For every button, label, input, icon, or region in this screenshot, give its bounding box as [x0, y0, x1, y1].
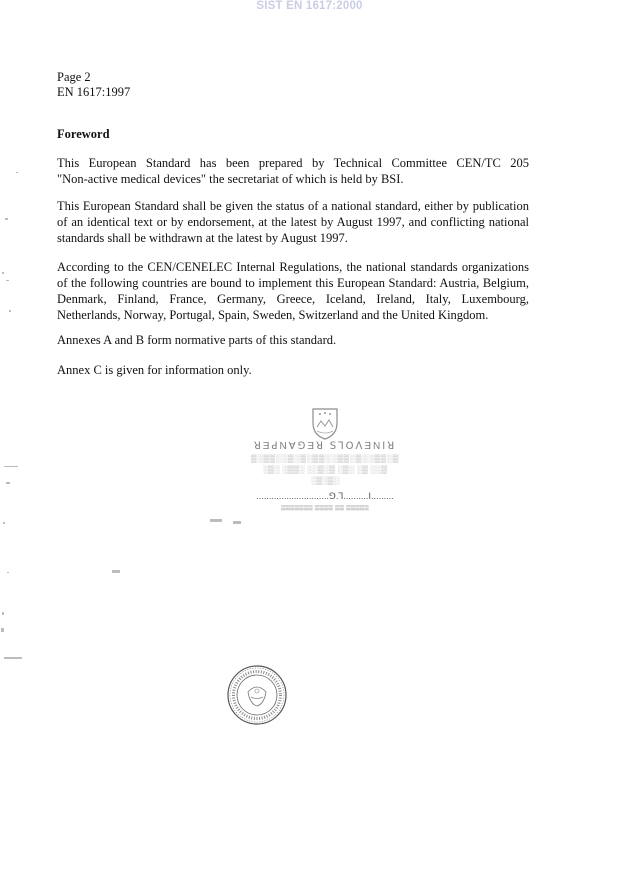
coat-of-arms-icon [230, 405, 420, 441]
stamp-text: ░▒░▒░ [310, 476, 340, 485]
paragraph-line: Annexes A and B form normative parts of this standard. [57, 333, 337, 347]
paragraph-committee [57, 155, 529, 187]
stamp-text: ▒░▒▒░░▒░▒░▒▒░░▒▒░▒░░▒▒░▒ [250, 454, 400, 463]
page-number: Page 2 [57, 70, 91, 84]
paragraph-line: This European Standard has been prepared by Technical Committee CEN/TC 205 [57, 156, 529, 170]
paragraph-annex-c [57, 362, 529, 378]
paragraph-line: This European Standard shall be given the status of a national standard, either by publication [57, 199, 529, 213]
paragraph-status [57, 198, 529, 246]
stamp-text: ░▒░ ░▒▒░ ░░▒░▒ ░▒░ ░▒ ░░▒ [262, 465, 388, 474]
paragraph-line: According to the CEN/CENELEC Internal Regulations, the national standards organizations [57, 260, 529, 274]
paragraph-line: of the following countries are bound to implement this European Standard: Austria, Belgium, [57, 276, 529, 290]
paragraph-regulations [57, 259, 529, 323]
paragraph-line: of an identical text or by endorsement, at the latest by August 1997, and conflicting national [57, 215, 529, 229]
standard-number: EN 1617:1997 [57, 85, 131, 99]
stamp-signature-line: .............................ꓨ.ꓶ..........ꓲ......... [256, 491, 394, 501]
watermark: SIST EN 1617:2000 [256, 0, 363, 12]
round-seal-icon [226, 664, 288, 726]
stamp-text: ▒▒▒▒▒▒▒ ▒▒▒▒ ▒▒ ▒▒▒▒▒ [281, 505, 369, 511]
stamp-text: ꓤƎꓒNⱯꓨƎꓤ ꓢꓶꓳꓥƎNꓲꓤ [253, 441, 397, 452]
page-header [57, 70, 130, 100]
section-heading: Foreword [57, 127, 110, 141]
paragraph-line: "Non-active medical devices" the secretariat of which is held by BSI. [57, 172, 404, 186]
institution-stamp [230, 405, 420, 525]
paragraph-annexes [57, 332, 529, 348]
paragraph-line: Netherlands, Norway, Portugal, Spain, Sweden, Switzerland and the United Kingdom. [57, 308, 489, 322]
paragraph-line: Denmark, Finland, France, Germany, Greece, Iceland, Ireland, Italy, Luxembourg, [57, 292, 529, 306]
paragraph-line: standards shall be withdrawn at the latest by August 1997. [57, 231, 348, 245]
paragraph-line: Annex C is given for information only. [57, 363, 252, 377]
